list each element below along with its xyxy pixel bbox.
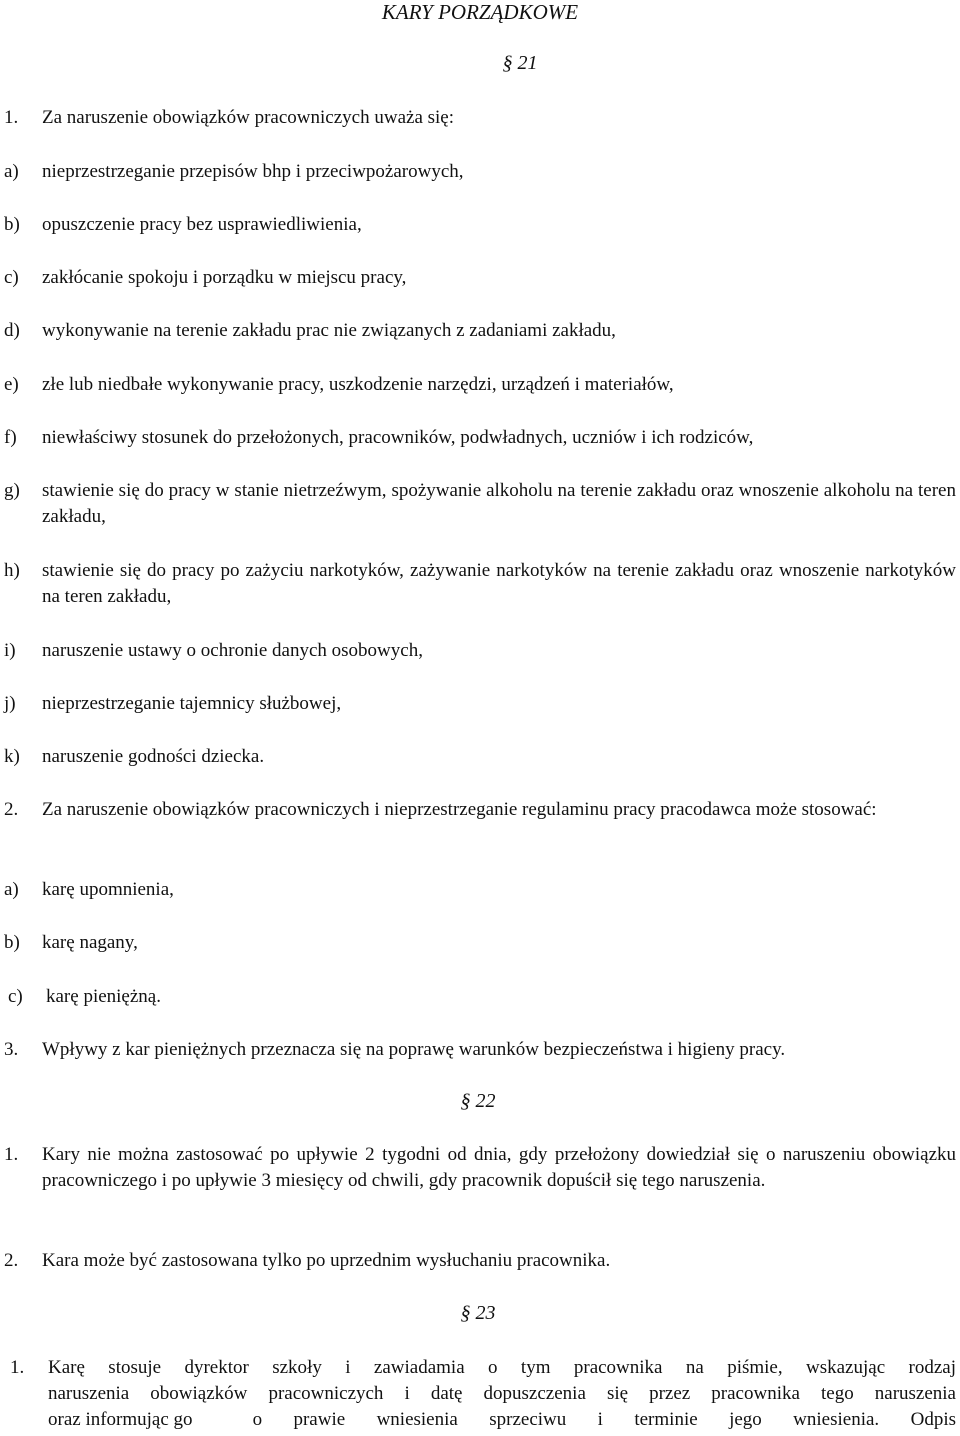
- paragraph-21-3: [4, 1037, 956, 1063]
- list-item-g: [4, 478, 956, 530]
- paragraph-23-1: [10, 1355, 956, 1433]
- section-heading-22: § 22: [460, 1090, 496, 1112]
- section-heading-21: § 21: [502, 52, 538, 74]
- paragraph-text: Kara może być zastosowana tylko po uprzednim wysłuchaniu pracownika.: [42, 1250, 611, 1271]
- list-text: stawienie się do pracy w stanie nietrzeźwym, spożywanie alkoholu na terenie zakładu oraz wnoszenie alkoholu na teren zakładu,: [42, 480, 956, 527]
- list-label: j): [4, 693, 16, 714]
- list-label: a): [4, 879, 19, 900]
- list-text: karę nagany,: [42, 932, 138, 953]
- penalty-item-a: [4, 877, 956, 903]
- list-item-h: [4, 558, 956, 610]
- list-item-b: [4, 212, 956, 238]
- paragraph-text: Za naruszenie obowiązków pracowniczych i nieprzestrzeganie regulaminu pracy pracodawca może stosować:: [42, 799, 877, 820]
- list-label: f): [4, 427, 17, 448]
- paragraph-number: 2.: [4, 1250, 19, 1271]
- list-label: a): [4, 161, 19, 182]
- paragraph-22-1: [4, 1142, 956, 1194]
- list-text: opuszczenie pracy bez usprawiedliwienia,: [42, 214, 362, 235]
- list-item-e: [4, 372, 956, 398]
- list-text: złe lub niedbałe wykonywanie pracy, uszkodzenie narzędzi, urządzeń i materiałów,: [42, 374, 674, 395]
- list-text: niewłaściwy stosunek do przełożonych, pracowników, podwładnych, uczniów i ich rodziców,: [42, 427, 754, 448]
- list-label: e): [4, 374, 19, 395]
- list-text: nieprzestrzeganie tajemnicy służbowej,: [42, 693, 342, 714]
- list-label: c): [8, 986, 23, 1007]
- paragraph-line-1: Karę stosuje dyrektor szkoły i zawiadamia o tym pracownika na piśmie, wskazując rodzaj: [48, 1357, 956, 1378]
- penalty-item-c: [8, 984, 956, 1010]
- list-item-f: [4, 425, 956, 451]
- list-label: i): [4, 640, 16, 661]
- list-text: naruszenie godności dziecka.: [42, 746, 265, 767]
- paragraph-21-1: [4, 105, 956, 131]
- paragraph-number: 1.: [4, 1144, 19, 1165]
- list-item-k: [4, 744, 956, 770]
- paragraph-line-3-start: oraz informując go: [48, 1409, 193, 1430]
- list-text: karę pieniężną.: [46, 986, 161, 1007]
- page-title: KARY PORZĄDKOWE: [381, 0, 579, 24]
- list-text: stawienie się do pracy po zażyciu narkotyków, zażywanie narkotyków na terenie zakładu oraz wnoszenie narkotyków na teren zakładu,: [42, 560, 956, 607]
- paragraph-number: 1.: [4, 107, 19, 128]
- paragraph-text: Wpływy z kar pieniężnych przeznacza się na poprawę warunków bezpieczeństwa i higieny pracy.: [42, 1039, 786, 1060]
- paragraph-text: Za naruszenie obowiązków pracowniczych uważa się:: [42, 107, 455, 128]
- paragraph-22-2: [4, 1248, 956, 1274]
- list-text: wykonywanie na terenie zakładu prac nie związanych z zadaniami zakładu,: [42, 320, 616, 341]
- list-label: h): [4, 560, 20, 581]
- list-label: d): [4, 320, 20, 341]
- paragraph-line-2: naruszenia obowiązków pracowniczych i datę dopuszczenia się przez pracownika tego naruszenia: [48, 1383, 956, 1404]
- list-item-a: [4, 159, 956, 185]
- list-label: b): [4, 214, 20, 235]
- list-label: k): [4, 746, 20, 767]
- penalty-item-b: [4, 930, 956, 956]
- paragraph-number: 2.: [4, 799, 19, 820]
- list-text: naruszenie ustawy o ochronie danych osobowych,: [42, 640, 423, 661]
- list-item-i: [4, 638, 956, 664]
- list-text: zakłócanie spokoju i porządku w miejscu pracy,: [42, 267, 407, 288]
- section-heading-23: § 23: [460, 1302, 496, 1324]
- list-label: g): [4, 480, 20, 501]
- list-text: karę upomnienia,: [42, 879, 174, 900]
- paragraph-number: 1.: [10, 1357, 25, 1378]
- paragraph-21-2: [4, 797, 956, 823]
- paragraph-line-3: [48, 1407, 956, 1433]
- list-label: c): [4, 267, 19, 288]
- list-item-d: [4, 318, 956, 344]
- list-text: nieprzestrzeganie przepisów bhp i przeciwpożarowych,: [42, 161, 464, 182]
- list-item-c: [4, 265, 956, 291]
- paragraph-line-3-end: o prawie wniesienia sprzeciwu i terminie jego wniesienia. Odpis: [252, 1409, 956, 1430]
- list-item-j: [4, 691, 956, 717]
- list-label: b): [4, 932, 20, 953]
- paragraph-text: Kary nie można zastosować po upływie 2 tygodni od dnia, gdy przełożony dowiedział się o naruszeniu obowiązku pracowniczego i po upływie 3 miesięcy od chwili, gdy pracownik dopuścił się tego naruszenia.: [42, 1144, 956, 1191]
- paragraph-number: 3.: [4, 1039, 19, 1060]
